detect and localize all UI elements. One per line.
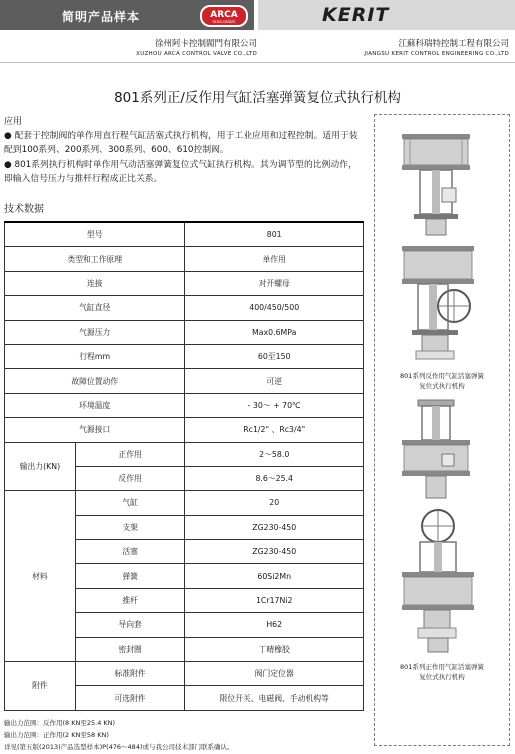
spec-group-label: 输出力(KN) [5, 442, 76, 491]
table-row [5, 271, 364, 295]
spec-group-label: 材料 [5, 491, 76, 662]
company-left [136, 38, 257, 58]
spec-label: 密封圈 [75, 637, 185, 661]
spec-label: 反作用 [75, 466, 185, 490]
table-row [5, 222, 364, 247]
spec-label: 环境温度 [5, 393, 185, 417]
spec-label: 标准附件 [75, 662, 185, 686]
footer-note-1: 输出力范围：反作用(8 KN至25.4 KN) [4, 719, 116, 727]
spec-value: 20 [185, 491, 364, 515]
company-right-cn: 江蘇科瑞特控制工程有限公司 [398, 39, 509, 49]
application-bullet-1: ● 配套于控制阀的单作用直行程气缸活塞式执行机构，用于工业应用和过程控制。适用于装配到100系列、200系列、300系列、600、610控制阀。 [4, 131, 358, 155]
spec-label: 可选附件 [75, 686, 185, 710]
spec-label: 气缸直径 [5, 296, 185, 320]
footer-note-2: 输出力范围：正作用(2 KN至58 KN) [4, 731, 109, 739]
arca-logo-text: ARCA [210, 10, 238, 20]
table-row [5, 344, 364, 368]
company-left-cn: 徐州阿卡控制閥門有限公司 [154, 39, 257, 49]
footer-note-3: 详见(第五版(2013)产品选型样本)P(476～484)或与我公司技术部门联系确认。 [4, 743, 234, 751]
spec-value: ZG230-450 [185, 540, 364, 564]
header-divider [0, 62, 515, 63]
table-row [5, 296, 364, 320]
spec-value: 阀门定位器 [185, 662, 364, 686]
spec-value: 60至150 [185, 344, 364, 368]
company-right [364, 38, 509, 58]
catalog-title: 简明产品样本 [62, 10, 141, 24]
spec-value: H62 [185, 613, 364, 637]
caption-direct-line2: 复位式执行机构 [419, 673, 465, 681]
spec-value: 限位开关、电磁阀、手动机构等 [185, 686, 364, 710]
spec-label: 气源接口 [5, 418, 185, 442]
spec-value: - 30～ + 70℃ [185, 393, 364, 417]
application-heading: 应用 [4, 117, 23, 127]
spec-label: 弹簧 [75, 564, 185, 588]
spec-label: 正作用 [75, 442, 185, 466]
company-left-en: XUZHOU ARCA CONTROL VALVE CO.,LTD [136, 51, 257, 57]
table-row [5, 662, 364, 686]
spec-value: 801 [185, 222, 364, 247]
spec-value: Max0.6MPa [185, 320, 364, 344]
arca-logo [200, 5, 248, 27]
caption-reverse-line1: 801系列反作用气缸活塞弹簧 [400, 372, 484, 380]
reverse-actuator-image-handwheel [392, 244, 484, 368]
spec-label: 型号 [5, 222, 185, 247]
spec-value: 对开螺母 [185, 271, 364, 295]
spec-table [4, 221, 364, 711]
spec-label: 行程mm [5, 344, 185, 368]
spec-label: 活塞 [75, 540, 185, 564]
spec-label: 支架 [75, 515, 185, 539]
spec-value: ZG230-450 [185, 515, 364, 539]
page-title: 801系列正/反作用气缸活塞弹簧复位式执行机构 [114, 90, 401, 106]
direct-actuator-image [396, 398, 476, 502]
spec-value: 1Cr17Ni2 [185, 588, 364, 612]
table-row [5, 369, 364, 393]
company-right-en: JIANGSU KERIT CONTROL ENGINEERING CO.,LTD [364, 51, 509, 57]
table-row [5, 247, 364, 271]
table-row [5, 491, 364, 515]
spec-value: 8.6～25.4 [185, 466, 364, 490]
spec-value: 2～58.0 [185, 442, 364, 466]
spec-label: 气源压力 [5, 320, 185, 344]
spec-value: 400/450/500 [185, 296, 364, 320]
table-row [5, 418, 364, 442]
caption-direct-line1: 801系列正作用气缸活塞弹簧 [400, 663, 484, 671]
spec-value: Rc1/2" 、Rc3/4" [185, 418, 364, 442]
spec-label: 推杆 [75, 588, 185, 612]
tech-data-heading: 技术数据 [4, 204, 44, 215]
spec-value: 60Si2Mn [185, 564, 364, 588]
spec-label: 导向套 [75, 613, 185, 637]
spec-group-label: 附件 [5, 662, 76, 711]
kerit-logo: KERIT [322, 4, 390, 26]
spec-label: 故障位置动作 [5, 369, 185, 393]
spec-value: 单作用 [185, 247, 364, 271]
arca-logo-subtext: REGELGERÄTE [212, 20, 236, 24]
table-row [5, 442, 364, 466]
spec-label: 气缸 [75, 491, 185, 515]
spec-label: 类型和工作原理 [5, 247, 185, 271]
table-row [5, 393, 364, 417]
application-bullet-2: ● 801系列执行机构时单作用气动活塞弹簧复位式气缸执行机构。其为调节型的比例动作，即输入信号压力与推杆行程成正比关系。 [4, 160, 357, 184]
caption-reverse-line2: 复位式执行机构 [419, 382, 465, 390]
direct-actuator-image-handwheel [392, 506, 484, 656]
spec-value: 丁晴橡胶 [185, 637, 364, 661]
spec-value: 可逆 [185, 369, 364, 393]
spec-label: 连接 [5, 271, 185, 295]
reverse-actuator-image-top [396, 130, 476, 240]
table-row [5, 320, 364, 344]
